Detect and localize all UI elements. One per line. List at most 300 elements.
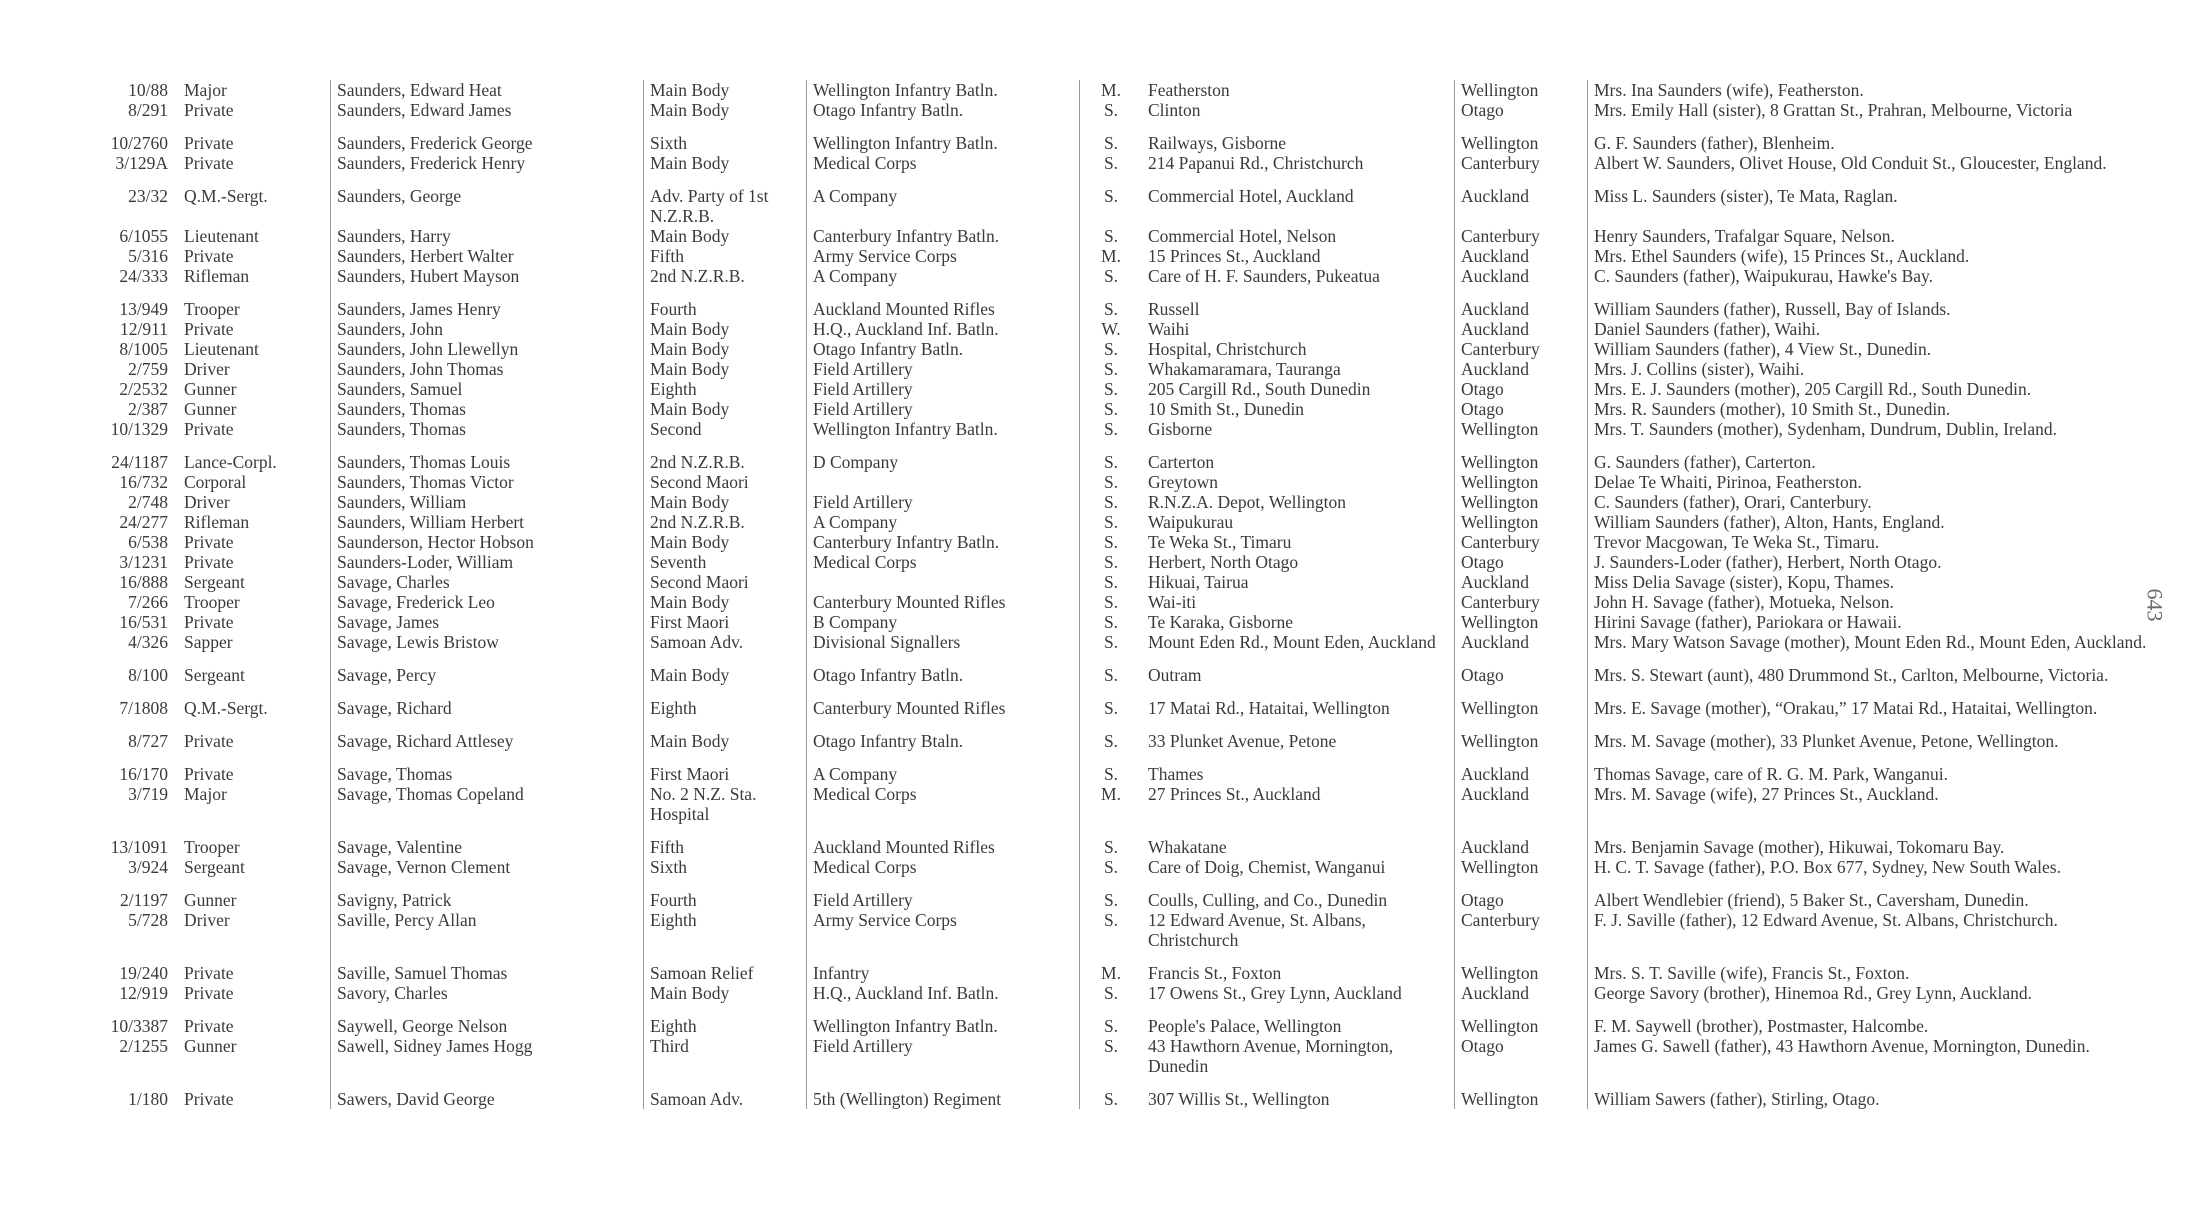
unit-cell: Divisional Signallers <box>807 632 1080 652</box>
next-of-kin-cell: H. C. T. Savage (father), P.O. Box 677, Sydney, New South Wales. <box>1594 857 2061 877</box>
unit-cell: Wellington Infantry Batln. <box>807 419 1080 439</box>
soldier-name-cell: Saunders, Frederick George <box>331 120 644 153</box>
marital-status-cell: S. <box>1103 632 1119 652</box>
marital-status-cell: S. <box>1103 592 1119 612</box>
soldier-name-cell: Saunderson, Hector Hobson <box>331 532 644 552</box>
marital-status-cell: S. <box>1103 492 1119 512</box>
table-row <box>62 1076 2160 1109</box>
regimental-number-cell: 19/240 <box>119 963 168 983</box>
unit-cell: Medical Corps <box>807 857 1080 877</box>
next-of-kin-cell: John H. Savage (father), Motueka, Nelson. <box>1594 592 1894 612</box>
regimental-number-cell: 3/924 <box>128 857 168 877</box>
rank-cell: Sergeant <box>178 572 331 592</box>
next-of-kin-cell: Mrs. Emily Hall (sister), 8 Grattan St., Prahran, Melbourne, Victoria <box>1594 100 2073 120</box>
next-of-kin-cell: Mrs. E. J. Saunders (mother), 205 Cargill Rd., South Dunedin. <box>1594 379 2032 399</box>
table-row <box>62 439 2160 472</box>
regimental-number-cell: 23/32 <box>128 186 168 206</box>
table-row <box>62 492 2160 512</box>
marital-status-cell: S. <box>1103 857 1119 877</box>
draft-cell: First Maori <box>644 612 807 632</box>
last-address-cell: Herbert, North Otago <box>1142 552 1455 572</box>
marital-status-cell: S. <box>1103 153 1119 173</box>
regimental-number-cell: 6/538 <box>128 532 168 552</box>
unit-cell: Wellington Infantry Batln. <box>807 1003 1080 1036</box>
draft-cell: Seventh <box>644 552 807 572</box>
next-of-kin-cell: F. J. Saville (father), 12 Edward Avenue, St. Albans, Christchurch. <box>1594 910 2058 930</box>
district-cell: Wellington <box>1455 80 1588 100</box>
unit-cell: Field Artillery <box>807 399 1080 419</box>
rank-cell: Q.M.-Sergt. <box>178 173 331 226</box>
rank-cell: Trooper <box>178 286 331 319</box>
table-row <box>62 751 2160 784</box>
last-address-cell: Francis St., Foxton <box>1142 950 1455 983</box>
last-address-cell: People's Palace, Wellington <box>1142 1003 1455 1036</box>
marital-status-cell: S. <box>1103 379 1119 399</box>
next-of-kin-cell: James G. Sawell (father), 43 Hawthorn Avenue, Mornington, Dunedin. <box>1594 1036 2090 1056</box>
regimental-number-cell: 16/170 <box>119 764 168 784</box>
marital-status-cell: S. <box>1103 186 1119 206</box>
table-row <box>62 592 2160 612</box>
rank-cell: Private <box>178 100 331 120</box>
unit-cell: Canterbury Mounted Rifles <box>807 685 1080 718</box>
nominal-roll-table <box>62 80 2160 1109</box>
draft-cell: No. 2 N.Z. Sta. Hospital <box>644 784 807 824</box>
district-cell: Wellington <box>1455 492 1588 512</box>
last-address-cell: R.N.Z.A. Depot, Wellington <box>1142 492 1455 512</box>
unit-cell: Field Artillery <box>807 1036 1080 1076</box>
district-cell: Otago <box>1455 399 1588 419</box>
rank-cell: Private <box>178 983 331 1003</box>
table-row <box>62 319 2160 339</box>
table-row <box>62 80 2160 100</box>
draft-cell: Fifth <box>644 824 807 857</box>
unit-cell: A Company <box>807 512 1080 532</box>
next-of-kin-cell: Delae Te Whaiti, Pirinoa, Featherston. <box>1594 472 1862 492</box>
next-of-kin-cell: Mrs. M. Savage (mother), 33 Plunket Avenue, Petone, Wellington. <box>1594 731 2059 751</box>
last-address-cell: Care of Doig, Chemist, Wanganui <box>1142 857 1455 877</box>
last-address-cell: 43 Hawthorn Avenue, Mornington, Dunedin <box>1142 1036 1455 1076</box>
table-row <box>62 359 2160 379</box>
draft-cell: Sixth <box>644 120 807 153</box>
draft-cell: Main Body <box>644 153 807 173</box>
table-row <box>62 652 2160 685</box>
marital-status-cell: S. <box>1103 226 1119 246</box>
last-address-cell: Hospital, Christchurch <box>1142 339 1455 359</box>
table-row <box>62 153 2160 173</box>
table-row <box>62 910 2160 950</box>
marital-status-cell: S. <box>1103 764 1119 784</box>
soldier-name-cell: Saunders, John Thomas <box>331 359 644 379</box>
regimental-number-cell: 12/911 <box>120 319 168 339</box>
last-address-cell: Te Weka St., Timaru <box>1142 532 1455 552</box>
soldier-name-cell: Saunders-Loder, William <box>331 552 644 572</box>
district-cell: Wellington <box>1455 512 1588 532</box>
marital-status-cell: S. <box>1103 399 1119 419</box>
regimental-number-cell: 2/1255 <box>119 1036 168 1056</box>
next-of-kin-cell: Trevor Macgowan, Te Weka St., Timaru. <box>1594 532 1880 552</box>
soldier-name-cell: Saunders, Thomas Victor <box>331 472 644 492</box>
draft-cell: Eighth <box>644 910 807 950</box>
regimental-number-cell: 1/180 <box>128 1089 168 1109</box>
rank-cell: Private <box>178 552 331 572</box>
draft-cell: Main Body <box>644 226 807 246</box>
next-of-kin-cell: Mrs. J. Collins (sister), Waihi. <box>1594 359 1805 379</box>
marital-status-cell: S. <box>1103 419 1119 439</box>
district-cell: Auckland <box>1455 572 1588 592</box>
marital-status-cell: S. <box>1103 983 1119 1003</box>
table-row <box>62 226 2160 246</box>
regimental-number-cell: 2/759 <box>128 359 168 379</box>
soldier-name-cell: Saunders, Frederick Henry <box>331 153 644 173</box>
marital-status-cell: S. <box>1103 837 1119 857</box>
draft-cell: Main Body <box>644 339 807 359</box>
unit-cell: Wellington Infantry Batln. <box>807 120 1080 153</box>
last-address-cell: 33 Plunket Avenue, Petone <box>1142 718 1455 751</box>
table-row <box>62 1036 2160 1076</box>
last-address-cell: 10 Smith St., Dunedin <box>1142 399 1455 419</box>
last-address-cell: Greytown <box>1142 472 1455 492</box>
unit-cell: Army Service Corps <box>807 910 1080 950</box>
district-cell: Wellington <box>1455 857 1588 877</box>
unit-cell: Field Artillery <box>807 492 1080 512</box>
rank-cell: Major <box>178 784 331 824</box>
marital-status-cell: S. <box>1103 512 1119 532</box>
soldier-name-cell: Saunders, James Henry <box>331 286 644 319</box>
regimental-number-cell: 3/1231 <box>119 552 168 572</box>
rank-cell: Lance-Corpl. <box>178 439 331 472</box>
next-of-kin-cell: Mrs. S. Stewart (aunt), 480 Drummond St., Carlton, Melbourne, Victoria. <box>1594 665 2109 685</box>
marital-status-cell: S. <box>1103 890 1119 910</box>
soldier-name-cell: Saunders, John Llewellyn <box>331 339 644 359</box>
unit-cell: Canterbury Mounted Rifles <box>807 592 1080 612</box>
regimental-number-cell: 10/88 <box>128 80 168 100</box>
regimental-number-cell: 3/719 <box>128 784 168 804</box>
unit-cell: Otago Infantry Batln. <box>807 100 1080 120</box>
unit-cell <box>807 572 1080 592</box>
district-cell: Canterbury <box>1455 153 1588 173</box>
district-cell: Auckland <box>1455 824 1588 857</box>
last-address-cell: 12 Edward Avenue, St. Albans, Christchurch <box>1142 910 1455 950</box>
rank-cell: Private <box>178 153 331 173</box>
rank-cell: Lieutenant <box>178 339 331 359</box>
regimental-number-cell: 16/531 <box>119 612 168 632</box>
next-of-kin-cell: C. Saunders (father), Waipukurau, Hawke's Bay. <box>1594 266 1934 286</box>
soldier-name-cell: Savage, Charles <box>331 572 644 592</box>
regimental-number-cell: 10/3387 <box>110 1016 168 1036</box>
district-cell: Auckland <box>1455 632 1588 652</box>
last-address-cell: Carterton <box>1142 439 1455 472</box>
table-row <box>62 266 2160 286</box>
district-cell: Canterbury <box>1455 532 1588 552</box>
rank-cell: Gunner <box>178 877 331 910</box>
last-address-cell: Outram <box>1142 652 1455 685</box>
regimental-number-cell: 10/1329 <box>110 419 168 439</box>
marital-status-cell: M. <box>1101 784 1121 804</box>
rank-cell: Gunner <box>178 399 331 419</box>
marital-status-cell: S. <box>1103 612 1119 632</box>
next-of-kin-cell: William Saunders (father), Alton, Hants, England. <box>1594 512 1945 532</box>
table-row <box>62 532 2160 552</box>
next-of-kin-cell: Miss Delia Savage (sister), Kopu, Thames. <box>1594 572 1895 592</box>
regimental-number-cell: 4/326 <box>128 632 168 652</box>
regimental-number-cell: 7/1808 <box>119 698 168 718</box>
district-cell: Wellington <box>1455 1076 1588 1109</box>
draft-cell: Third <box>644 1036 807 1076</box>
last-address-cell: Thames <box>1142 751 1455 784</box>
unit-cell: Otago Infantry Batln. <box>807 339 1080 359</box>
last-address-cell: Whakamaramara, Tauranga <box>1142 359 1455 379</box>
next-of-kin-cell: Henry Saunders, Trafalgar Square, Nelson. <box>1594 226 1895 246</box>
next-of-kin-cell: Mrs. T. Saunders (mother), Sydenham, Dundrum, Dublin, Ireland. <box>1594 419 2058 439</box>
rank-cell: Private <box>178 1076 331 1109</box>
marital-status-cell: S. <box>1103 572 1119 592</box>
unit-cell: Field Artillery <box>807 877 1080 910</box>
last-address-cell: Commercial Hotel, Nelson <box>1142 226 1455 246</box>
next-of-kin-cell: Thomas Savage, care of R. G. M. Park, Wanganui. <box>1594 764 1949 784</box>
last-address-cell: Te Karaka, Gisborne <box>1142 612 1455 632</box>
district-cell: Wellington <box>1455 419 1588 439</box>
unit-cell: Canterbury Infantry Batln. <box>807 226 1080 246</box>
unit-cell: Otago Infantry Btaln. <box>807 718 1080 751</box>
regimental-number-cell: 8/1005 <box>119 339 168 359</box>
last-address-cell: Whakatane <box>1142 824 1455 857</box>
rank-cell: Private <box>178 718 331 751</box>
marital-status-cell: S. <box>1103 339 1119 359</box>
table-row <box>62 877 2160 910</box>
rank-cell: Driver <box>178 359 331 379</box>
marital-status-cell: S. <box>1103 1016 1119 1036</box>
last-address-cell: Gisborne <box>1142 419 1455 439</box>
draft-cell: Main Body <box>644 652 807 685</box>
regimental-number-cell: 13/949 <box>119 299 168 319</box>
district-cell: Wellington <box>1455 472 1588 492</box>
soldier-name-cell: Savage, Percy <box>331 652 644 685</box>
rank-cell: Trooper <box>178 592 331 612</box>
marital-status-cell: S. <box>1103 665 1119 685</box>
last-address-cell: Clinton <box>1142 100 1455 120</box>
soldier-name-cell: Savage, Richard Attlesey <box>331 718 644 751</box>
district-cell: Canterbury <box>1455 910 1588 950</box>
next-of-kin-cell: Mrs. S. T. Saville (wife), Francis St., Foxton. <box>1594 963 1910 983</box>
draft-cell: Samoan Adv. <box>644 632 807 652</box>
table-row <box>62 512 2160 532</box>
district-cell: Otago <box>1455 379 1588 399</box>
last-address-cell: 17 Matai Rd., Hataitai, Wellington <box>1142 685 1455 718</box>
unit-cell: Canterbury Infantry Batln. <box>807 532 1080 552</box>
next-of-kin-cell: F. M. Saywell (brother), Postmaster, Halcombe. <box>1594 1016 1929 1036</box>
table-row <box>62 950 2160 983</box>
draft-cell: Main Body <box>644 592 807 612</box>
rank-cell: Major <box>178 80 331 100</box>
rank-cell: Private <box>178 532 331 552</box>
regimental-number-cell: 8/291 <box>128 100 168 120</box>
district-cell: Otago <box>1455 1036 1588 1076</box>
soldier-name-cell: Saunders, Harry <box>331 226 644 246</box>
regimental-number-cell: 3/129A <box>115 153 168 173</box>
next-of-kin-cell: Mrs. Benjamin Savage (mother), Hikuwai, Tokomaru Bay. <box>1594 837 2005 857</box>
table-row <box>62 632 2160 652</box>
draft-cell: Main Body <box>644 100 807 120</box>
rank-cell: Private <box>178 419 331 439</box>
marital-status-cell: S. <box>1103 731 1119 751</box>
regimental-number-cell: 6/1055 <box>119 226 168 246</box>
marital-status-cell: S. <box>1103 552 1119 572</box>
marital-status-cell: S. <box>1103 532 1119 552</box>
unit-cell: Medical Corps <box>807 552 1080 572</box>
rank-cell: Corporal <box>178 472 331 492</box>
last-address-cell: Coulls, Culling, and Co., Dunedin <box>1142 877 1455 910</box>
district-cell: Otago <box>1455 552 1588 572</box>
rank-cell: Sergeant <box>178 652 331 685</box>
draft-cell: Second Maori <box>644 472 807 492</box>
soldier-name-cell: Saunders, Thomas <box>331 419 644 439</box>
marital-status-cell: S. <box>1103 472 1119 492</box>
regimental-number-cell: 16/732 <box>119 472 168 492</box>
last-address-cell: Mount Eden Rd., Mount Eden, Auckland <box>1142 632 1455 652</box>
unit-cell: Infantry <box>807 950 1080 983</box>
last-address-cell: 214 Papanui Rd., Christchurch <box>1142 153 1455 173</box>
rank-cell: Gunner <box>178 1036 331 1076</box>
district-cell: Auckland <box>1455 173 1588 226</box>
soldier-name-cell: Saunders, William <box>331 492 644 512</box>
table-row <box>62 824 2160 857</box>
regimental-number-cell: 8/100 <box>128 665 168 685</box>
table-row <box>62 718 2160 751</box>
soldier-name-cell: Sawers, David George <box>331 1076 644 1109</box>
soldier-name-cell: Saunders, Edward Heat <box>331 80 644 100</box>
next-of-kin-cell: Hirini Savage (father), Pariokara or Hawaii. <box>1594 612 1902 632</box>
table-row <box>62 100 2160 120</box>
regimental-number-cell: 24/277 <box>119 512 168 532</box>
regimental-number-cell: 24/333 <box>119 266 168 286</box>
district-cell: Otago <box>1455 652 1588 685</box>
soldier-name-cell: Sawell, Sidney James Hogg <box>331 1036 644 1076</box>
next-of-kin-cell: William Sawers (father), Stirling, Otago. <box>1594 1089 1880 1109</box>
next-of-kin-cell: Mrs. E. Savage (mother), “Orakau,” 17 Matai Rd., Hataitai, Wellington. <box>1594 698 2098 718</box>
soldier-name-cell: Saywell, George Nelson <box>331 1003 644 1036</box>
last-address-cell: 205 Cargill Rd., South Dunedin <box>1142 379 1455 399</box>
soldier-name-cell: Savigny, Patrick <box>331 877 644 910</box>
district-cell: Otago <box>1455 877 1588 910</box>
soldier-name-cell: Savage, Lewis Bristow <box>331 632 644 652</box>
draft-cell: Second <box>644 419 807 439</box>
soldier-name-cell: Saunders, Hubert Mayson <box>331 266 644 286</box>
unit-cell: Auckland Mounted Rifles <box>807 824 1080 857</box>
next-of-kin-cell: Daniel Saunders (father), Waihi. <box>1594 319 1821 339</box>
regimental-number-cell: 2/748 <box>128 492 168 512</box>
page-number: 643 <box>2142 588 2168 622</box>
marital-status-cell: S. <box>1103 1036 1119 1056</box>
next-of-kin-cell: Mrs. Ethel Saunders (wife), 15 Princes St., Auckland. <box>1594 246 1970 266</box>
marital-status-cell: S. <box>1103 299 1119 319</box>
last-address-cell: Care of H. F. Saunders, Pukeatua <box>1142 266 1455 286</box>
marital-status-cell: S. <box>1103 1089 1119 1109</box>
next-of-kin-cell: Albert W. Saunders, Olivet House, Old Conduit St., Gloucester, England. <box>1594 153 2107 173</box>
rank-cell: Trooper <box>178 824 331 857</box>
table-row <box>62 685 2160 718</box>
draft-cell: Second Maori <box>644 572 807 592</box>
soldier-name-cell: Savage, Frederick Leo <box>331 592 644 612</box>
regimental-number-cell: 5/316 <box>128 246 168 266</box>
next-of-kin-cell: G. F. Saunders (father), Blenheim. <box>1594 133 1835 153</box>
regimental-number-cell: 16/888 <box>119 572 168 592</box>
unit-cell: Field Artillery <box>807 379 1080 399</box>
last-address-cell: Railways, Gisborne <box>1142 120 1455 153</box>
draft-cell: Eighth <box>644 379 807 399</box>
marital-status-cell: S. <box>1103 910 1119 930</box>
rank-cell: Driver <box>178 910 331 950</box>
next-of-kin-cell: Mrs. Mary Watson Savage (mother), Mount Eden Rd., Mount Eden, Auckland. <box>1594 632 2147 652</box>
table-row <box>62 857 2160 877</box>
district-cell: Wellington <box>1455 439 1588 472</box>
draft-cell: 2nd N.Z.R.B. <box>644 439 807 472</box>
draft-cell: Main Body <box>644 718 807 751</box>
unit-cell: Army Service Corps <box>807 246 1080 266</box>
table-row <box>62 286 2160 319</box>
draft-cell: Fourth <box>644 877 807 910</box>
district-cell: Auckland <box>1455 286 1588 319</box>
regimental-number-cell: 24/1187 <box>111 452 168 472</box>
district-cell: Wellington <box>1455 718 1588 751</box>
soldier-name-cell: Saunders, Samuel <box>331 379 644 399</box>
draft-cell: Main Body <box>644 532 807 552</box>
next-of-kin-cell: Mrs. M. Savage (wife), 27 Princes St., Auckland. <box>1594 784 1939 804</box>
draft-cell: 2nd N.Z.R.B. <box>644 512 807 532</box>
next-of-kin-cell: Mrs. Ina Saunders (wife), Featherston. <box>1594 80 1864 100</box>
regimental-number-cell: 10/2760 <box>110 133 168 153</box>
table-row <box>62 1003 2160 1036</box>
draft-cell: 2nd N.Z.R.B. <box>644 266 807 286</box>
rank-cell: Private <box>178 120 331 153</box>
district-cell: Wellington <box>1455 120 1588 153</box>
table-row <box>62 983 2160 1003</box>
last-address-cell: Wai-iti <box>1142 592 1455 612</box>
table-row <box>62 612 2160 632</box>
marital-status-cell: W. <box>1101 319 1121 339</box>
unit-cell: H.Q., Auckland Inf. Batln. <box>807 319 1080 339</box>
unit-cell: D Company <box>807 439 1080 472</box>
rank-cell: Private <box>178 1003 331 1036</box>
table-row <box>62 339 2160 359</box>
district-cell: Auckland <box>1455 319 1588 339</box>
rank-cell: Private <box>178 319 331 339</box>
soldier-name-cell: Saunders, Thomas <box>331 399 644 419</box>
next-of-kin-cell: G. Saunders (father), Carterton. <box>1594 452 1816 472</box>
draft-cell: Samoan Relief <box>644 950 807 983</box>
regimental-number-cell: 7/266 <box>128 592 168 612</box>
soldier-name-cell: Saunders, William Herbert <box>331 512 644 532</box>
draft-cell: Sixth <box>644 857 807 877</box>
draft-cell: Main Body <box>644 359 807 379</box>
unit-cell: 5th (Wellington) Regiment <box>807 1076 1080 1109</box>
marital-status-cell: S. <box>1103 698 1119 718</box>
regimental-number-cell: 5/728 <box>128 910 168 930</box>
regimental-number-cell: 8/727 <box>128 731 168 751</box>
draft-cell: Main Body <box>644 983 807 1003</box>
marital-status-cell: S. <box>1103 359 1119 379</box>
regimental-number-cell: 12/919 <box>119 983 168 1003</box>
rank-cell: Private <box>178 612 331 632</box>
last-address-cell: Waipukurau <box>1142 512 1455 532</box>
table-row <box>62 246 2160 266</box>
soldier-name-cell: Saunders, Edward James <box>331 100 644 120</box>
next-of-kin-cell: George Savory (brother), Hinemoa Rd., Grey Lynn, Auckland. <box>1594 983 2033 1003</box>
next-of-kin-cell: William Saunders (father), Russell, Bay of Islands. <box>1594 299 1951 319</box>
rank-cell: Sergeant <box>178 857 331 877</box>
district-cell: Wellington <box>1455 1003 1588 1036</box>
last-address-cell: 15 Princes St., Auckland <box>1142 246 1455 266</box>
table-row <box>62 173 2160 226</box>
